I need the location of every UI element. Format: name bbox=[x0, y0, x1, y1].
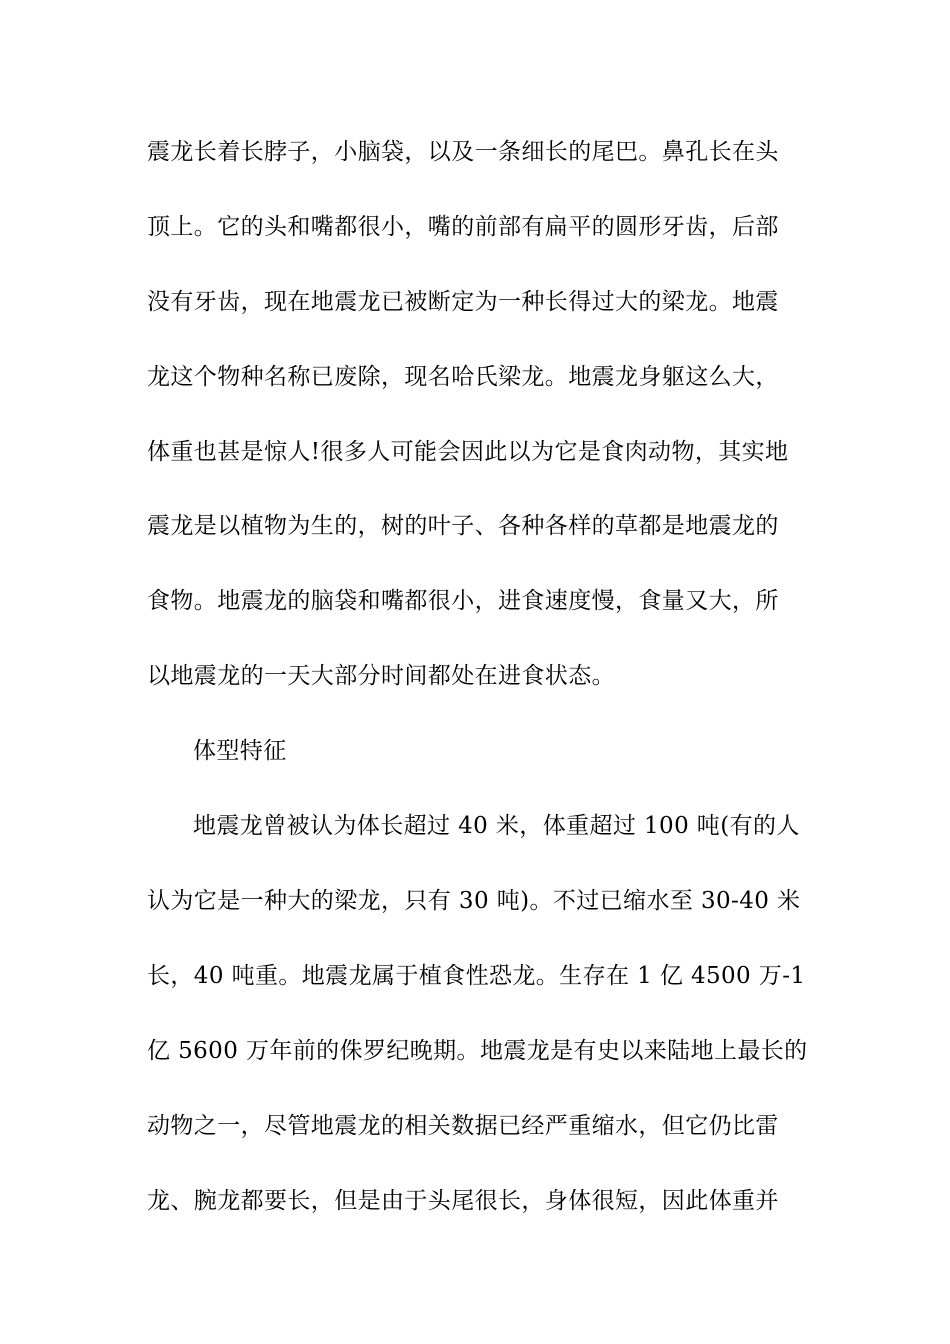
text-line: 食物。地震龙的脑袋和嘴都很小，进食速度慢，食量又大，所 bbox=[147, 588, 779, 614]
text-line: 顶上。它的头和嘴都很小，嘴的前部有扁平的圆形牙齿，后部 bbox=[147, 214, 779, 240]
text-line: 认为它是一种大的梁龙，只有 30 吨)。不过已缩水至 30-40 米 bbox=[147, 888, 801, 914]
text-line: 动物之一，尽管地震龙的相关数据已经严重缩水，但它仍比雷 bbox=[147, 1113, 779, 1139]
text-line: 体重也甚是惊人!很多人可能会因此以为它是食肉动物，其实地 bbox=[147, 439, 789, 465]
text-line: 地震龙曾被认为体长超过 40 米，体重超过 100 吨(有的人 bbox=[193, 813, 800, 839]
text-line: 震龙是以植物为生的，树的叶子、各种各样的草都是地震龙的 bbox=[147, 513, 779, 539]
text-line: 震龙长着长脖子，小脑袋，以及一条细长的尾巴。鼻孔长在头 bbox=[147, 139, 779, 165]
text-line: 以地震龙的一天大部分时间都处在进食状态。 bbox=[147, 663, 615, 689]
text-line: 亿 5600 万年前的侏罗纪晚期。地震龙是有史以来陆地上最长的 bbox=[147, 1038, 808, 1064]
text-line: 长，40 吨重。地震龙属于植食性恐龙。生存在 1 亿 4500 万-1 bbox=[147, 963, 806, 989]
text-line: 龙、腕龙都要长，但是由于头尾很长，身体很短，因此体重并 bbox=[147, 1188, 779, 1214]
text-line: 龙这个物种名称已废除，现名哈氏梁龙。地震龙身躯这么大， bbox=[147, 364, 779, 390]
section-heading: 体型特征 bbox=[193, 738, 287, 764]
text-line: 没有牙齿，现在地震龙已被断定为一种长得过大的梁龙。地震 bbox=[147, 289, 779, 315]
